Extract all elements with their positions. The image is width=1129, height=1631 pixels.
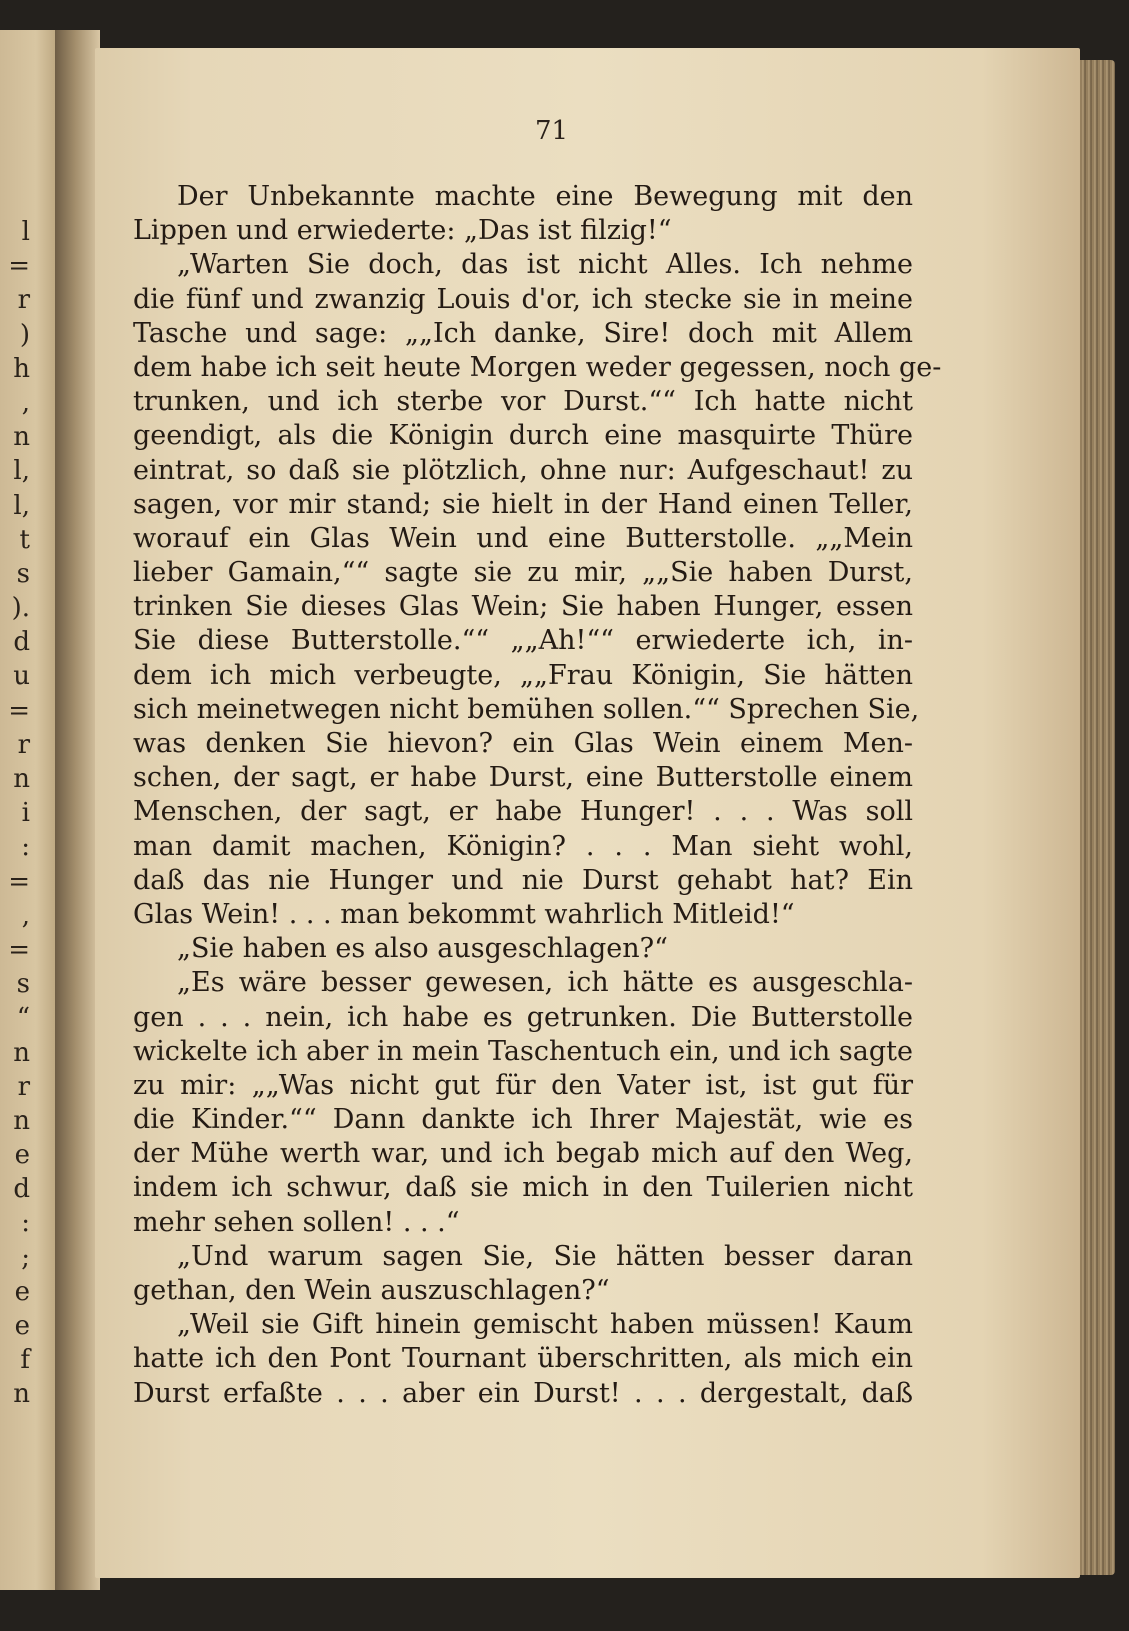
text-line: trunken, und ich sterbe vor Durst.““ Ich hatte nicht (133, 386, 913, 418)
text-line: Tasche und sage: „„Ich danke, Sire! doch mit Allem (133, 317, 913, 349)
left-page-fragment: “ (16, 1003, 30, 1034)
left-page-fragment: = (8, 934, 30, 965)
left-page-fragment: = (8, 866, 30, 897)
page-number: 71 (534, 116, 569, 146)
page-text (133, 180, 942, 1411)
left-page-fragment: d (13, 627, 30, 658)
left-page-fragment: u (13, 661, 30, 692)
left-page-fragment: ; (21, 1242, 30, 1273)
text-line: Durst erfaßte . . . aber ein Durst! . . . dergestalt, daß (133, 1377, 913, 1409)
text-line: wickelte ich aber in mein Taschentuch ein, und ich sagte (133, 1035, 913, 1067)
text-line: man damit machen, Königin? . . . Man sieht wohl, (133, 830, 913, 862)
page-edges (1075, 60, 1115, 1575)
left-page-fragment: n (13, 764, 30, 794)
text-line: „Es wäre besser gewesen, ich hätte es ausgeschla- (177, 967, 913, 999)
left-page-fragment: : (21, 1208, 30, 1239)
left-page-fragment: , (21, 900, 30, 931)
text-line: was denken Sie hievon? ein Glas Wein einem Men- (133, 728, 913, 759)
text-line: die fünf und zwanzig Louis d'or, ich stecke sie in meine (133, 283, 913, 315)
left-page-fragment: , (21, 387, 30, 418)
left-page-fragment: : (21, 832, 30, 863)
left-page-fragment: h (13, 353, 30, 384)
left-page-fragment: e (14, 1140, 30, 1171)
left-page-fragment: r (17, 285, 30, 316)
text-line: mehr sehen sollen! . . .“ (133, 1206, 460, 1238)
text-line: geendigt, als die Königin durch eine masquirte Thüre (133, 420, 913, 452)
text-line: der Mühe werth war, und ich begab mich auf den Weg, (133, 1138, 913, 1170)
left-page-fragment: e (14, 1276, 30, 1307)
left-page-fragment: = (8, 251, 30, 282)
left-page-fragment: = (8, 695, 30, 726)
text-line: schen, der sagt, er habe Durst, eine Butterstolle einem (133, 762, 913, 794)
text-line: eintrat, so daß sie plötzlich, ohne nur: Aufgeschaut! zu (133, 454, 913, 486)
text-line: „Sie haben es also ausgeschlagen?“ (177, 933, 668, 965)
left-page-fragment: l (21, 217, 30, 247)
text-line: „Warten Sie doch, das ist nicht Alles. Ich nehme (177, 249, 913, 281)
text-line: Glas Wein! . . . man bekommt wahrlich Mitleid!“ (133, 898, 795, 930)
text-line: indem ich schwur, daß sie mich in den Tuilerien nicht (133, 1172, 913, 1204)
text-line: Lippen und erwiederte: „Das ist filzig!“ (133, 215, 672, 247)
left-page-fragment: ) (19, 319, 30, 350)
book-gutter (55, 30, 100, 1590)
text-line: sagen, vor mir stand; sie hielt in der Hand einen Teller, (133, 488, 913, 520)
left-facing-page (0, 30, 60, 1590)
left-page-fragment: n (13, 422, 30, 453)
left-page-fragment: r (17, 729, 30, 760)
text-line: dem ich mich verbeugte, „„Frau Königin, Sie hätten (133, 659, 913, 691)
text-line: worauf ein Glas Wein und eine Butterstolle. „„Mein (133, 522, 913, 554)
text-line: „Weil sie Gift hinein gemischt haben müssen! Kaum (177, 1309, 913, 1341)
text-line: daß das nie Hunger und nie Durst gehabt hat? Ein (133, 864, 913, 896)
left-page-fragment: l, (13, 490, 30, 521)
book-page (95, 48, 1080, 1578)
text-line: Menschen, der sagt, er habe Hunger! . . . Was soll (133, 796, 913, 828)
left-page-fragment: e (14, 1311, 30, 1341)
left-page-fragment: l, (13, 456, 30, 487)
left-page-fragment: ). (11, 593, 30, 624)
left-page-fragment: i (21, 798, 30, 829)
text-line: sich meinetwegen nicht bemühen sollen.““ Sprechen Sie, (133, 693, 920, 725)
text-line: lieber Gamain,““ sagte sie zu mir, „„Sie haben Durst, (133, 557, 913, 589)
left-page-fragment: n (13, 1037, 30, 1068)
left-page-fragment: s (16, 558, 30, 589)
left-page-fragment: f (20, 1345, 30, 1376)
text-line: Der Unbekannte machte eine Bewegung mit den (177, 181, 913, 212)
left-page-text-fragments (0, 215, 30, 1412)
text-line: gen . . . nein, ich habe es getrunken. Die Butterstolle (133, 1001, 913, 1033)
text-line: hatte ich den Pont Tournant überschritten, als mich ein (133, 1343, 913, 1375)
text-line: Sie diese Butterstolle.““ „„Ah!““ erwiederte ich, in- (133, 625, 913, 657)
left-page-fragment: n (13, 1105, 30, 1136)
text-line: zu mir: „„Was nicht gut für den Vater ist, ist gut für (133, 1069, 913, 1101)
left-page-fragment: r (17, 1071, 30, 1102)
text-line: „Und warum sagen Sie, Sie hätten besser daran (177, 1240, 913, 1272)
left-page-fragment: s (16, 969, 30, 1000)
left-page-fragment: n (13, 1379, 30, 1410)
text-line: die Kinder.““ Dann dankte ich Ihrer Majestät, wie es (133, 1104, 913, 1136)
left-page-fragment: t (19, 524, 30, 555)
text-line: gethan, den Wein auszuschlagen?“ (133, 1275, 610, 1306)
text-line: trinken Sie dieses Glas Wein; Sie haben Hunger, essen (133, 591, 913, 623)
text-line: dem habe ich seit heute Morgen weder gegessen, noch ge- (133, 351, 942, 383)
left-page-fragment: d (13, 1174, 30, 1205)
